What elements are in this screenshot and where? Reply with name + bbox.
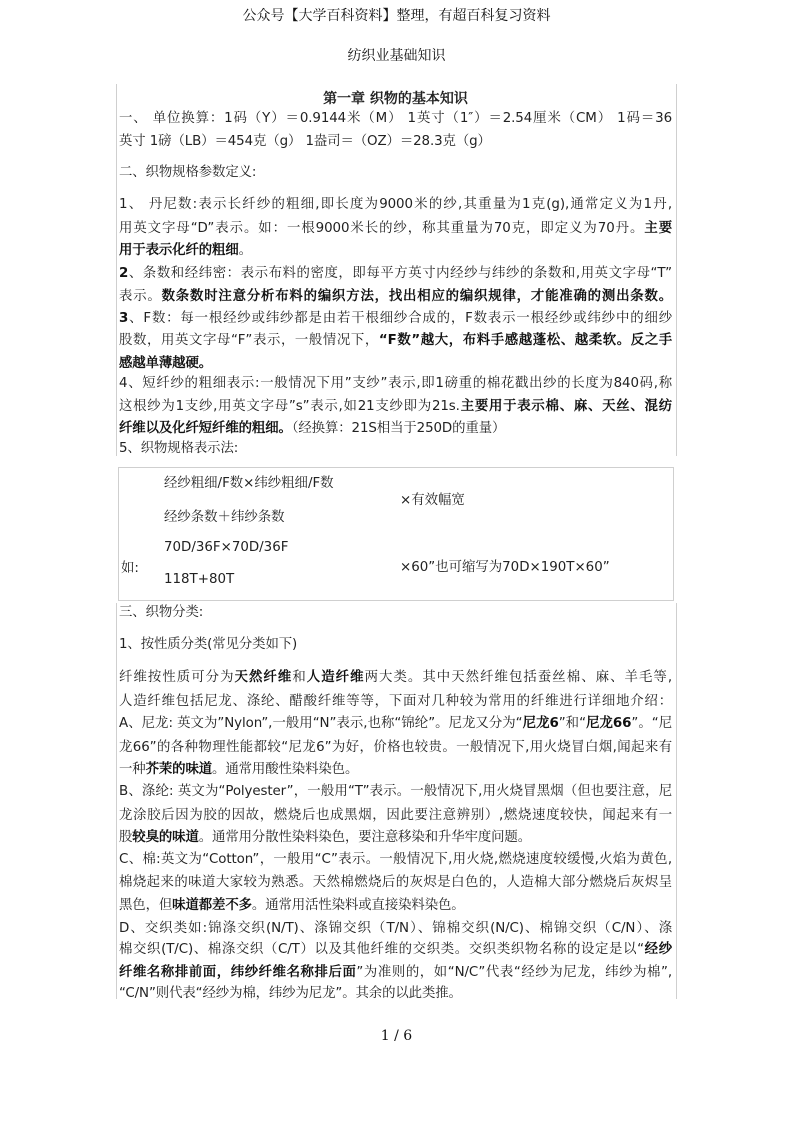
text-segment: “C/N”则代表“经纱为棉，纬纱为尼龙”。其余的以此类推。 [119,986,462,1001]
text-line [119,636,672,654]
text-line [119,964,672,982]
text-segment: 用英文字母“D”表示。如：一根9000米长的纱，称其重量为70克，即定义为70丹。 [119,221,645,236]
text-segment: 股数，用英文字母“F”表示，一般情况下， [119,333,379,348]
bold-text: 感越单薄越硬。 [119,356,213,371]
text-line [119,985,672,1003]
text-segment: 1、按性质分类(常见分类如下) [119,637,298,652]
spec-formula-width: ×有效幅宽 [400,493,465,508]
spec-example-width: ×60”也可缩写为70D×190T×60” [400,560,610,575]
text-line [119,133,672,151]
text-segment: 。通常用酸性染料染色。 [212,762,359,777]
text-line [119,807,672,825]
spec-formula-count: 经纱粗细/F数×纬纱粗细/F数 [164,476,334,491]
page-number: 1 / 6 [380,1028,413,1044]
text-segment: 龙66”的各种物理性能都较“尼龙6”为好，价格也较贵。一般情况下,用火烧冒白烟,闻起来有 [119,740,672,755]
text-segment: 一、 单位换算：1码（Y）＝0.9144米（M） 1英寸（1″）＝2.54厘米（CM） 1码＝36 [119,111,672,126]
text-line [119,242,672,260]
text-segment: 英寸 1磅（LB）＝454克（g） 1盎司＝（OZ）＝28.3克（g） [119,134,491,149]
text-segment: 龙涂胶后因为胶的因故，燃烧后也成黑烟，因此要注意辨别）,燃烧速度较快，闻起来有一 [119,808,672,823]
text-segment: 这根纱为1支纱,用英文字母”s”表示,如21支纱即为21s. [119,399,460,414]
spec-formula-density: 经纱条数＋纬纱条数 [164,510,285,525]
text-segment: 棉烧起来的味道大家较为熟悉。天然棉燃烧后的灰烬是白色的，人造棉大部分燃烧后灰烬呈 [119,875,672,890]
text-segment: 1、 丹尼数:表示长纤纱的粗细,即长度为9000米的纱,其重量为1克(g),通常定义为1丹, [119,197,672,212]
text-segment: 。通常用活性染料或直接染料染色。 [251,898,465,913]
text-segment: ”。“尼 [631,716,672,731]
text-segment: 、条数和经纬密：表示布料的密度，即每平方英寸内经纱与纬纱的条数和,用英文字母“T” [128,266,672,281]
text-line [119,440,672,458]
bold-text: 芥茉的味道 [145,762,213,777]
text-line [119,761,672,779]
bold-text: 2 [119,266,129,281]
bold-text: 人造纤维 [306,670,365,685]
text-line [119,941,672,959]
bold-text: 主要用于表示棉、麻、天丝、混纺 [459,399,672,414]
border-right [676,84,677,456]
bold-text: 尼龙66 [585,716,632,731]
border-right-2 [676,603,677,999]
text-segment: 一种 [119,762,146,777]
text-line [119,783,672,801]
text-segment: 棉交织(T/C)、棉涤交织（C/T）以及其他纤维的交织类。交织类织物名称的设定是以“ [119,942,644,957]
text-segment: 黑色，但 [119,898,173,913]
border-left [116,84,117,456]
text-segment: B、涤纶: 英文为“Polyester”，一般用“T”表示。一般情况下,用火烧冒黑烟（但也要注意，尼 [119,784,672,799]
bold-text: 天然纤维 [234,670,293,685]
text-segment: 股 [119,830,133,845]
text-segment: 人造纤维包括尼龙、涤纶、醋酸纤维等等，下面对几种较为常用的纤维进行详细地介绍： [119,694,672,709]
text-line [119,874,672,892]
text-line [119,288,672,306]
text-segment: 。 [238,243,252,258]
bold-text: 较臭的味道 [132,830,199,845]
bold-text: 经纱 [643,942,672,957]
spec-example-count: 70D/36F×70D/36F [164,540,289,555]
bold-text: 纤维名称排前面，纬纱纤维名称排后面 [119,965,357,980]
text-line [119,715,672,733]
bold-text: “F数”越大，布料手感越蓬松、越柔软。反之手 [378,333,672,348]
text-line [119,220,672,238]
text-segment: 4、短纤纱的粗细表示:一般情况下用”支纱”表示,即1磅重的棉花戳出纱的长度为840码,称 [119,376,672,391]
text-segment: D、交织类如:锦涤交织(N/T)、涤锦交织（T/N）、锦棉交织(N/C)、棉锦交织（C/N）、涤 [119,921,672,936]
bold-text: 纤维以及化纤短纤维的粗细。 [119,421,292,436]
bold-text: 数条数时注意分析布料的编织方法，找出相应的编织规律，才能准确的测出条数。 [161,289,672,304]
text-segment: 、F数：每一根经纱或纬纱都是由若干根细纱合成的，F数表示一根经纱或纬纱中的细纱 [128,311,672,326]
text-segment: 三、织物分类: [119,605,204,620]
text-segment: A、尼龙: 英文为”Nylon”,一般用“N”表示,也称“锦纶”。尼龙又分为“ [119,716,523,731]
border-left-2 [116,603,117,999]
bold-text: 尼龙6 [522,716,559,731]
chapter-title: 第一章 织物的基本知识 [323,91,468,107]
text-line [119,829,672,847]
text-segment: 表示。 [119,289,162,304]
text-line [119,398,672,416]
text-line [119,110,672,128]
text-line [119,669,672,687]
text-segment: 两大类。其中天然纤维包括蚕丝棉、麻、羊毛等, [364,670,673,685]
text-line [119,196,672,214]
text-line [119,310,672,328]
text-line [119,265,672,283]
text-segment: 纤维按性质可分为 [119,670,235,685]
text-segment: C、棉:英文为“Cotton”，一般用“C”表示。一般情况下,用火烧,燃烧速度较缓慢,火焰为黄色, [119,852,672,867]
spec-example-density: 118T+80T [164,572,235,587]
text-segment: 二、织物规格参数定义: [119,165,257,180]
text-segment: （经换算：21S相当于250D的重量） [291,421,506,436]
bold-text: 用于表示化纤的粗细 [119,243,239,258]
bold-text: 主要 [644,221,672,236]
bold-text: 味道都差不多 [172,898,252,913]
page-header: 公众号【大学百科资料】整理，有超百科复习资料 [242,8,551,24]
text-line [119,920,672,938]
document-title: 纺织业基础知识 [347,48,446,64]
text-segment: 和 [292,670,307,685]
text-line [119,604,672,622]
text-line [119,375,672,393]
bold-text: 3 [119,311,129,326]
text-line [119,332,672,350]
text-line [119,420,672,438]
text-line [119,164,672,182]
text-segment: ”为准则的，如“N/C”代表“经纱为尼龙，纬纱为棉”, [356,965,672,980]
text-line [119,897,672,915]
example-label: 如: [121,561,139,576]
text-segment: 。通常用分散性染料染色，要注意移染和升华牢度问题。 [198,830,532,845]
text-segment: 5、织物规格表示法: [119,441,239,456]
text-line [119,355,672,373]
text-line [119,851,672,869]
text-segment: ”和“ [558,716,586,731]
text-line [119,739,672,757]
text-line [119,693,672,711]
